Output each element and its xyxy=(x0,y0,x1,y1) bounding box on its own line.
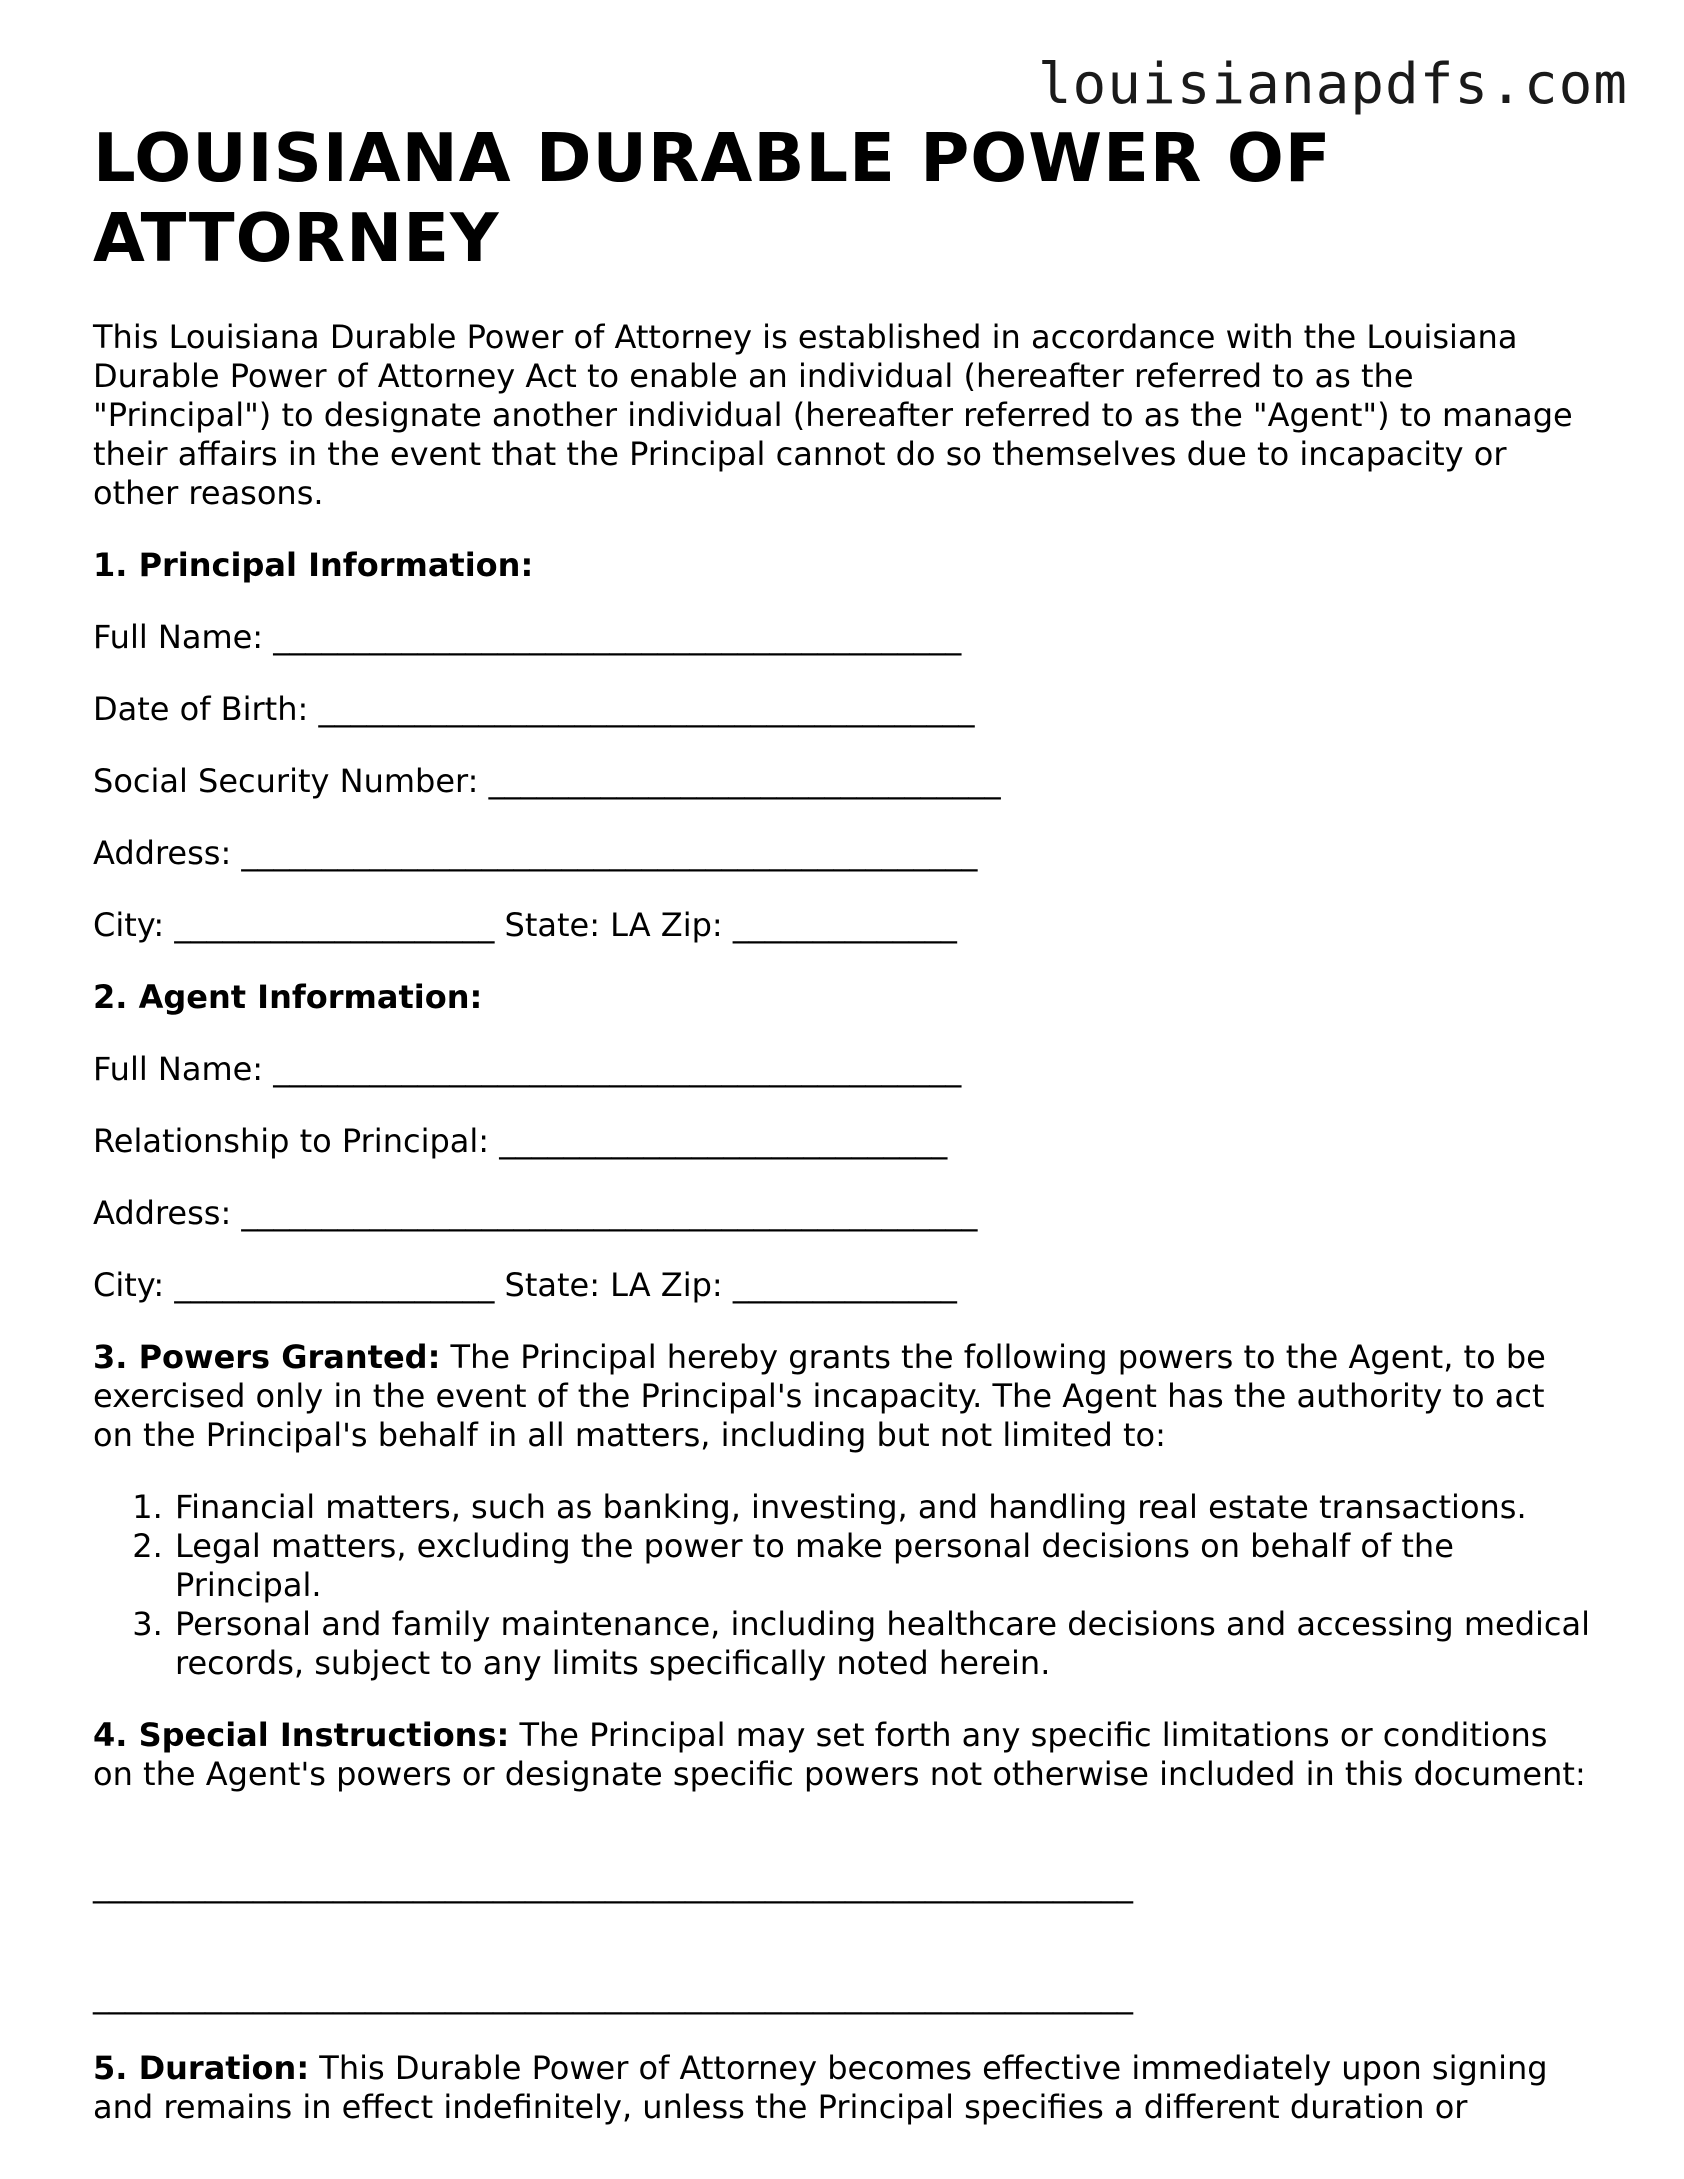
agent-city-state-zip-field[interactable]: City: ____________________ State: LA Zip: ______________ xyxy=(93,1266,957,1304)
special-instructions-paragraph xyxy=(93,1716,1593,1794)
document-title: LOUISIANA DURABLE POWER OF ATTORNEY xyxy=(93,119,1332,277)
list-item: 3. Personal and family maintenance, including healthcare decisions and accessing medical records, subject to any limits specifically noted herein. xyxy=(173,1605,1593,1683)
principal-heading: 1. Principal Information: xyxy=(93,546,534,584)
principal-city-state-zip-field[interactable]: City: ____________________ State: LA Zip: ______________ xyxy=(93,906,957,944)
special-instructions-line-1[interactable]: _________________________________________________________________ xyxy=(93,1866,1133,1904)
list-item: 1. Financial matters, such as banking, investing, and handling real estate transactions. xyxy=(173,1488,1593,1527)
special-instructions-text: The Principal may set forth any specific limitations or conditions on the Agent's powers or designate specific powers not otherwise included in this document: xyxy=(93,1716,1586,1793)
duration-text: This Durable Power of Attorney becomes effective immediately upon signing and remains in effect indefinitely, unless the Principal specifies a different duration or xyxy=(93,2049,1548,2126)
powers-text: The Principal hereby grants the following powers to the Agent, to be exercised only in the event of the Principal's incapacity. The Agent has the authority to act on the Principal's behalf in all matters, including but not limited to: xyxy=(93,1338,1546,1454)
duration-paragraph xyxy=(93,2049,1593,2127)
agent-address-field[interactable]: Address: ______________________________________________ xyxy=(93,1194,978,1232)
agent-full-name-field[interactable]: Full Name: ___________________________________________ xyxy=(93,1050,962,1088)
powers-paragraph xyxy=(93,1338,1593,1455)
principal-full-name-field[interactable]: Full Name: ___________________________________________ xyxy=(93,618,962,656)
powers-heading: 3. Powers Granted: xyxy=(93,1338,441,1376)
duration-heading: 5. Duration: xyxy=(93,2049,310,2087)
agent-relationship-field[interactable]: Relationship to Principal: ____________________________ xyxy=(93,1122,948,1160)
principal-dob-field[interactable]: Date of Birth: _________________________________________ xyxy=(93,690,975,728)
site-watermark: louisianapdfs.com xyxy=(1037,52,1628,117)
document-body xyxy=(93,318,1593,2160)
list-item: 2. Legal matters, excluding the power to make personal decisions on behalf of the Principal. xyxy=(173,1527,1593,1605)
special-instructions-line-2[interactable]: _________________________________________________________________ xyxy=(93,1977,1133,2015)
special-instructions-heading: 4. Special Instructions: xyxy=(93,1716,510,1754)
spacer xyxy=(93,1938,1593,1977)
spacer xyxy=(93,1827,1593,1866)
powers-list xyxy=(93,1488,1593,1683)
principal-address-field[interactable]: Address: ______________________________________________ xyxy=(93,834,978,872)
principal-ssn-field[interactable]: Social Security Number: ________________________________ xyxy=(93,762,1001,800)
agent-heading: 2. Agent Information: xyxy=(93,978,483,1016)
intro-paragraph: This Louisiana Durable Power of Attorney is established in accordance with the Louisiana Durable Power of Attorney Act to enable an individual (hereafter referred to as the "Principal") to designate another individual (hereafter referred to as the "Agent") to manage their affairs in the event that the Principal cannot do so themselves due to incapacity or other reasons. xyxy=(93,318,1573,512)
